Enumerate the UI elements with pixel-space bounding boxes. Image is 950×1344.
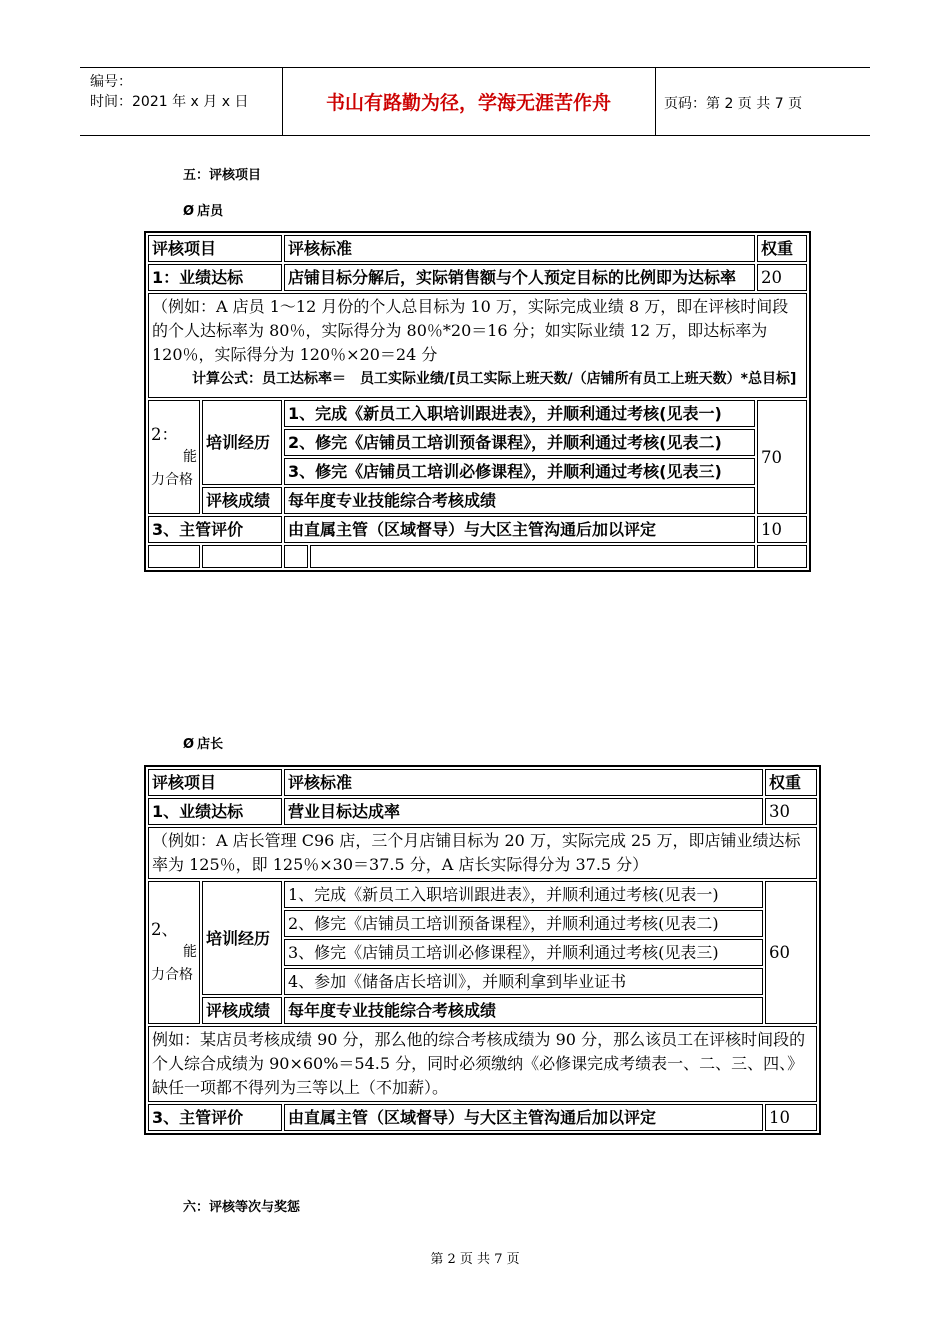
row2-weight: 70 <box>757 400 807 514</box>
clerk-table <box>144 231 811 572</box>
example-cell <box>148 293 807 398</box>
training-item: 2、修完《店铺员工培训预备课程》，并顺利通过考核(见表二) <box>284 429 755 456</box>
row3-item: 3、主管评价 <box>148 1104 282 1131</box>
table-row <box>148 516 807 543</box>
row2-weight: 60 <box>765 881 817 1024</box>
empty-cell <box>757 545 807 568</box>
row2-label <box>148 400 200 514</box>
row3-standard: 由直属主管（区域督导）与大区主管沟通后加以评定 <box>284 516 755 543</box>
training-item: 3、修完《店铺员工培训必修课程》，并顺利通过考核(见表三) <box>284 458 755 485</box>
training-item: 1、完成《新员工入职培训跟进表》，并顺利通过考核(见表一) <box>284 881 763 908</box>
clerk-heading <box>183 200 223 219</box>
score-label: 评核成绩 <box>202 487 282 514</box>
empty-cell <box>202 545 282 568</box>
training-item: 1、完成《新员工入职培训跟进表》，并顺利通过考核(见表一) <box>284 400 755 427</box>
row3-item: 3、主管评价 <box>148 516 282 543</box>
row1-item: 1：业绩达标 <box>148 264 282 291</box>
table-row <box>148 293 807 398</box>
training-label: 培训经历 <box>202 400 282 485</box>
row1-item: 1、业绩达标 <box>148 798 282 825</box>
row2-label-c: 力合格 <box>151 471 193 488</box>
score-label: 评核成绩 <box>202 997 282 1024</box>
col-header-item: 评核项目 <box>148 769 282 796</box>
header-meta <box>90 72 248 112</box>
row3-weight: 10 <box>765 1104 817 1131</box>
clerk-heading-text: 店员 <box>197 204 224 219</box>
example-text: （例如：A 店员 1～12 月份的个人总目标为 10 万，实际完成业绩 8 万，即在评核时间段的个人达标率为 80％，实际得分为 80％*20＝16 分；如实际业绩 12 万，即达标率为 120％，实际得分为 120％×20＝24 分 <box>152 297 789 364</box>
table-row <box>148 997 817 1024</box>
table-row <box>148 1104 817 1131</box>
table-row <box>148 235 807 262</box>
row3-standard: 由直属主管（区域督导）与大区主管沟通后加以评定 <box>284 1104 763 1131</box>
table-row <box>148 487 807 514</box>
row2-label-b: 能 <box>183 448 197 465</box>
manager-table <box>144 765 821 1135</box>
bullet-icon: Ø <box>183 204 195 219</box>
col-header-weight: 权重 <box>757 235 807 262</box>
header-divider <box>655 67 656 135</box>
row2-label <box>148 881 200 1024</box>
empty-cell <box>310 545 755 568</box>
header-top-rule <box>80 67 870 68</box>
score-standard: 每年度专业技能综合考核成绩 <box>284 487 755 514</box>
row1-standard: 营业目标达成率 <box>284 798 763 825</box>
table-row <box>148 827 817 879</box>
manager-heading-text: 店长 <box>197 737 224 752</box>
empty-cell <box>284 545 308 568</box>
page-label: 页码：第 2 页 共 7 页 <box>664 96 803 112</box>
table-row <box>148 798 817 825</box>
col-header-standard: 评核标准 <box>284 235 755 262</box>
table-row <box>148 545 807 568</box>
row1-standard: 店铺目标分解后，实际销售额与个人预定目标的比例即为达标率 <box>284 264 755 291</box>
date-label: 时间：2021 年 x 月 x 日 <box>90 94 249 110</box>
manager-heading <box>183 733 223 752</box>
row2-label-a: 2： <box>151 424 178 444</box>
score-standard: 每年度专业技能综合考核成绩 <box>284 997 763 1024</box>
empty-cell <box>148 545 200 568</box>
col-header-standard: 评核标准 <box>284 769 763 796</box>
formula-text: 计算公式：员工达标率＝ 员工实际业绩/[员工实际上班天数/（店铺所有员工上班天数）*总目标] <box>192 371 797 387</box>
bullet-icon: Ø <box>183 737 195 752</box>
table-row <box>148 769 817 796</box>
example2-text: 例如：某店员考核成绩 90 分，那么他的综合考核成绩为 90 分，那么该员工在评核时间段的个人综合成绩为 90×60%＝54.5 分，同时必须缴纳《必修课完成考绩表一、二、三、四、》缺任一项都不得列为三等以上（不加薪）。 <box>148 1026 817 1102</box>
row2-label-b: 能 <box>183 944 197 960</box>
table-row <box>148 400 807 427</box>
col-header-weight: 权重 <box>765 769 817 796</box>
training-item: 4、参加《储备店长培训》，并顺利拿到毕业证书 <box>284 968 763 995</box>
example-text: （例如：A 店长管理 C96 店，三个月店铺目标为 20 万，实际完成 25 万，即店铺业绩达标率为 125％，即 125％×30＝37.5 分，A 店长实际得分为 37.5 分） <box>148 827 817 879</box>
page-footer: 第 2 页 共 7 页 <box>430 1252 520 1267</box>
row1-weight: 30 <box>765 798 817 825</box>
training-item: 2、修完《店铺员工培训预备课程》，并顺利通过考核(见表二) <box>284 910 763 937</box>
col-header-item: 评核项目 <box>148 235 282 262</box>
section-title: 五：评核项目 <box>183 168 262 183</box>
header-bottom-rule <box>80 135 870 136</box>
row3-weight: 10 <box>757 516 807 543</box>
training-item: 3、修完《店铺员工培训必修课程》，并顺利通过考核(见表三) <box>284 939 763 966</box>
training-label: 培训经历 <box>202 881 282 995</box>
section-title: 六：评核等次与奖惩 <box>183 1200 301 1215</box>
row1-weight: 20 <box>757 264 807 291</box>
row2-label-c: 力合格 <box>151 967 193 983</box>
table-row <box>148 1026 817 1102</box>
table-row <box>148 881 817 908</box>
row2-label-a: 2、 <box>151 920 178 939</box>
number-label: 编号： <box>90 74 132 90</box>
table-row <box>148 264 807 291</box>
motto: 书山有路勤为径，学海无涯苦作舟 <box>325 92 611 114</box>
